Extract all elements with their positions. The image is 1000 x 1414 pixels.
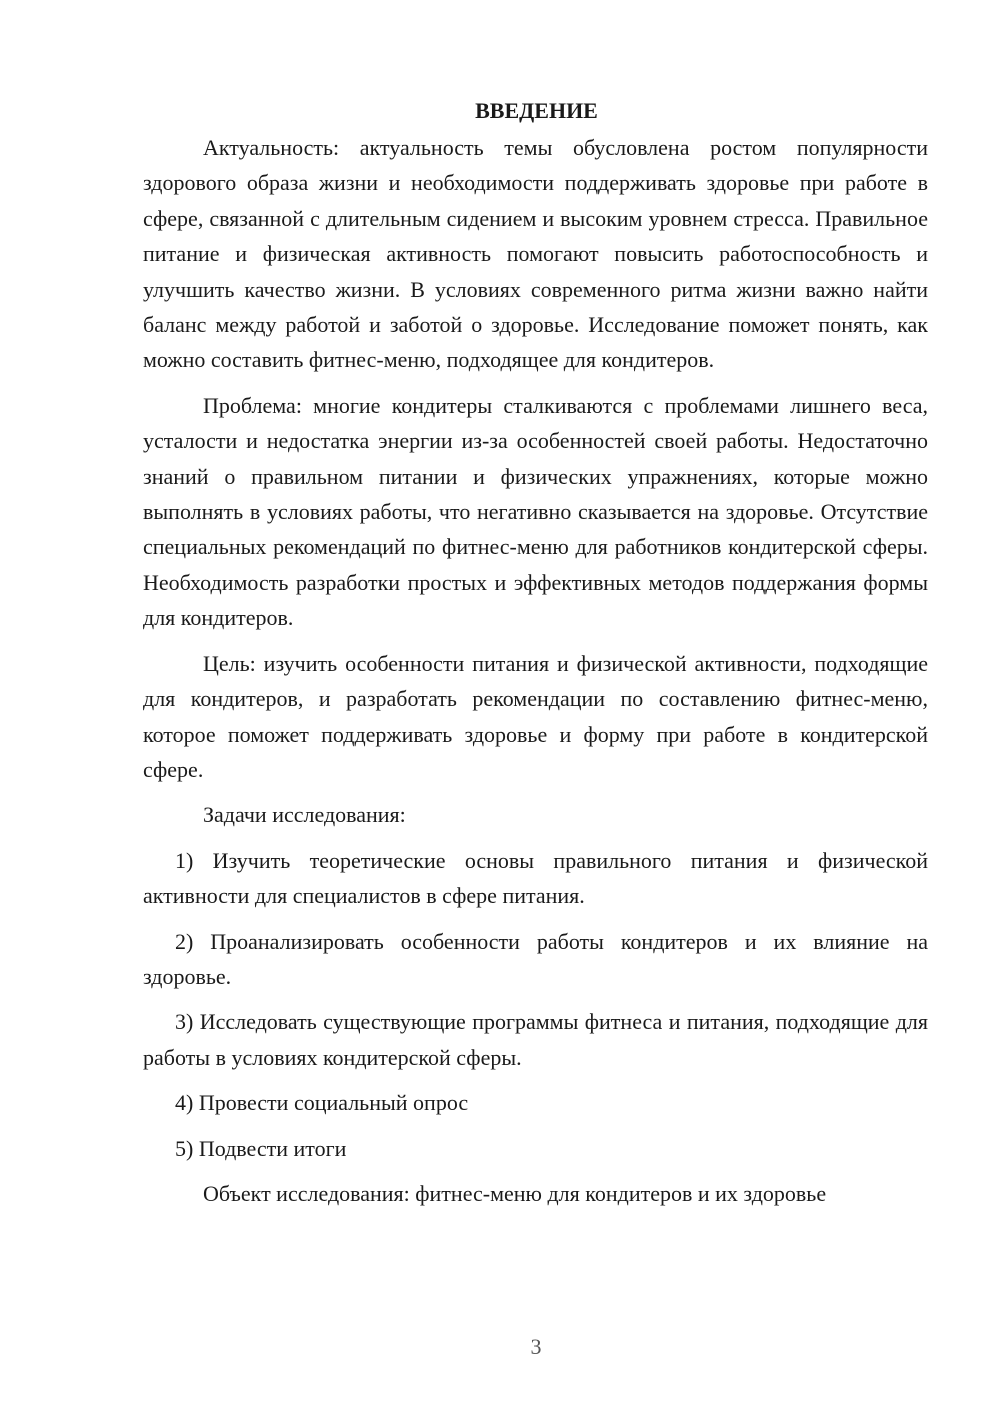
problem-paragraph: Проблема: многие кондитеры сталкиваются с проблемами лишнего веса, усталости и недостатка энергии из-за особенностей своей работы. Недостаточно знаний о правильном питании и физических упражнениях, которые можно выполнять в условиях работы, что негативно сказывается на здоровье. Отсутствие специальных рекомендаций по фитнес-меню для работников кондитерской сферы. Необходимость разработки простых и эффективных методов поддержания формы для кондитеров. xyxy=(143,392,928,631)
relevance-paragraph: Актуальность: актуальность темы обусловлена ростом популярности здорового образа жизни и необходимости поддерживать здоровье при работе в сфере, связанной с длительным сидением и высоким уровнем стресса. Правильное питание и физическая активность помогают повысить работоспособность и улучшить качество жизни. В условиях современного ритма жизни важно найти баланс между работой и заботой о здоровье. Исследование поможет понять, как можно составить фитнес-меню, подходящее для кондитеров. xyxy=(143,135,928,373)
task-item: 2) Проанализировать особенности работы кондитеров и их влияние на здоровье. xyxy=(143,928,928,989)
task-item: 3) Исследовать существующие программы фитнеса и питания, подходящие для работы в условиях кондитерской сферы. xyxy=(143,1009,928,1070)
page-number: 3 xyxy=(530,1334,542,1359)
task-item: 4) Провести социальный опрос xyxy=(175,1090,469,1116)
document-page xyxy=(143,96,928,1211)
section-heading: ВВЕДЕНИЕ xyxy=(475,98,598,123)
task-item: 5) Подвести итоги xyxy=(175,1135,347,1161)
tasks-title: Задачи исследования: xyxy=(203,802,406,828)
task-item: 1) Изучить теоретические основы правильного питания и физической активности для специалистов в сфере питания. xyxy=(143,847,928,909)
goal-paragraph: Цель: изучить особенности питания и физической активности, подходящие для кондитеров, и разработать рекомендации по составлению фитнес-меню, которое поможет поддерживать здоровье и форму при работе в кондитерской сфере. xyxy=(143,650,928,782)
object-paragraph: Объект исследования: фитнес-меню для кондитеров и их здоровье xyxy=(203,1180,827,1206)
